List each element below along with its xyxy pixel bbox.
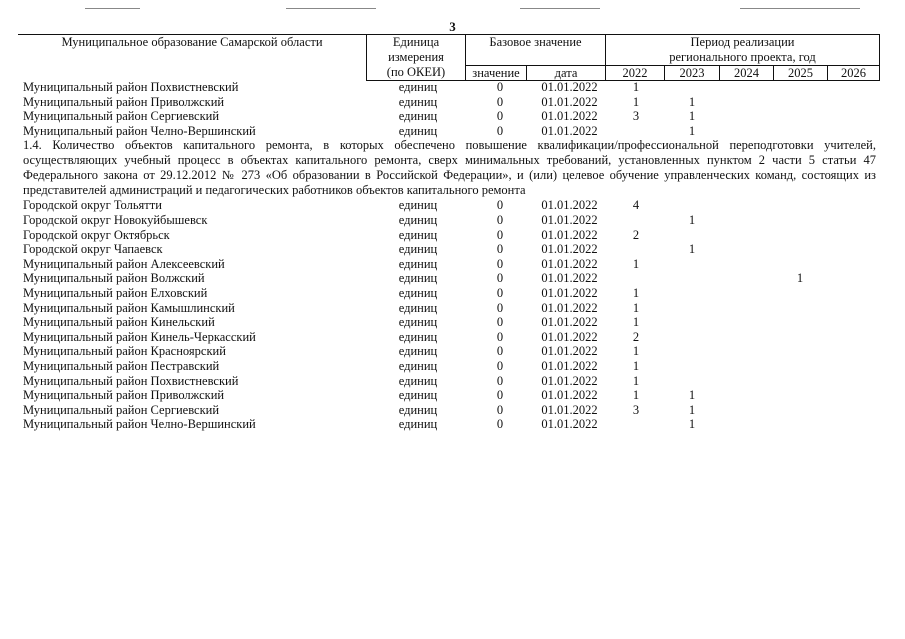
municipality-cell: Муниципальный район Сергиевский	[23, 109, 220, 124]
base-value-cell: 0	[496, 256, 504, 271]
base-date-cell: 01.01.2022	[541, 373, 598, 388]
header-year-2025: 2025	[788, 66, 813, 80]
table-row	[0, 359, 905, 374]
base-value-cell: 0	[496, 271, 504, 286]
table-row	[0, 403, 905, 418]
base-value-cell: 0	[496, 402, 504, 417]
header-unit-line3: (по ОКЕИ)	[386, 65, 446, 79]
municipality-cell: Муниципальный район Алексеевский	[23, 256, 225, 271]
header-base: Базовое значение	[489, 35, 582, 49]
table-row	[0, 374, 905, 389]
year-2023-cell: 1	[688, 417, 696, 432]
base-value-cell: 0	[496, 242, 504, 257]
unit-cell: единиц	[398, 388, 438, 403]
year-2022-cell: 1	[632, 285, 640, 300]
scan-artifact	[85, 8, 140, 9]
base-value-cell: 0	[496, 94, 504, 109]
municipality-cell: Муниципальный район Челно-Вершинский	[23, 123, 256, 138]
year-2023-cell: 1	[688, 242, 696, 257]
section-title: 1.4. Количество объектов капитального ремонта, в которых обеспечено повышение квалификации/профессиональной переподготовки учителей, осуществляющих учебный процесс в объектах капитального ремонта, сверх минимальных требований, установленных пунктом 2 части 5 статьи 47 Федерального закона от 29.12.2012 № 273 «Об образовании в Российской Федерации», и (или) целевое обучение управленческих команд, состоящих из представителей администраций и педагогических работников объектов капитального ремонта	[23, 138, 876, 198]
scan-artifact	[520, 8, 600, 9]
base-value-cell: 0	[496, 315, 504, 330]
base-date-cell: 01.01.2022	[541, 242, 598, 257]
header-unit-line1: Единица	[392, 35, 440, 49]
base-value-cell: 0	[496, 373, 504, 388]
page-number-text: 3	[449, 19, 456, 34]
table-row	[0, 301, 905, 316]
municipality-cell: Муниципальный район Елховский	[23, 285, 208, 300]
municipality-cell: Муниципальный район Камышлинский	[23, 300, 235, 315]
year-2022-cell: 1	[632, 256, 640, 271]
table-row	[0, 257, 905, 272]
section-b-rows	[0, 198, 905, 432]
base-date-cell: 01.01.2022	[541, 256, 598, 271]
base-date-cell: 01.01.2022	[541, 271, 598, 286]
unit-cell: единиц	[398, 227, 438, 242]
base-value-cell: 0	[496, 329, 504, 344]
municipality-cell: Муниципальный район Волжский	[23, 271, 205, 286]
year-2022-cell: 1	[632, 388, 640, 403]
base-date-cell: 01.01.2022	[541, 123, 598, 138]
base-value-cell: 0	[496, 417, 504, 432]
year-2022-cell: 1	[632, 94, 640, 109]
year-2022-cell: 3	[632, 109, 640, 124]
municipality-cell: Муниципальный район Пестравский	[23, 358, 220, 373]
unit-cell: единиц	[398, 242, 438, 257]
year-2022-cell: 3	[632, 402, 640, 417]
table-row	[0, 315, 905, 330]
table-row	[0, 271, 905, 286]
base-value-cell: 0	[496, 109, 504, 124]
municipality-cell: Городской округ Октябрьск	[23, 227, 170, 242]
table-row	[0, 95, 905, 110]
year-2022-cell: 1	[632, 300, 640, 315]
year-2022-cell: 1	[632, 358, 640, 373]
base-value-cell: 0	[496, 212, 504, 227]
table-row	[0, 330, 905, 345]
unit-cell: единиц	[398, 80, 438, 94]
table-row	[0, 198, 905, 213]
table-row	[0, 344, 905, 359]
table-header	[18, 34, 880, 82]
year-2023-cell: 1	[688, 109, 696, 124]
scan-artifact	[740, 8, 860, 9]
table-row	[0, 242, 905, 257]
base-date-cell: 01.01.2022	[541, 94, 598, 109]
municipality-cell: Муниципальный район Челно-Вершинский	[23, 417, 256, 432]
year-2023-cell: 1	[688, 212, 696, 227]
table-row	[0, 213, 905, 228]
header-year-2026: 2026	[841, 66, 866, 80]
base-date-cell: 01.01.2022	[541, 315, 598, 330]
year-2022-cell: 1	[632, 344, 640, 359]
base-date-cell: 01.01.2022	[541, 358, 598, 373]
unit-cell: единиц	[398, 271, 438, 286]
unit-cell: единиц	[398, 285, 438, 300]
unit-cell: единиц	[398, 344, 438, 359]
header-year-2024: 2024	[734, 66, 759, 80]
base-date-cell: 01.01.2022	[541, 300, 598, 315]
unit-cell: единиц	[398, 94, 438, 109]
base-date-cell: 01.01.2022	[541, 227, 598, 242]
base-date-cell: 01.01.2022	[541, 80, 598, 94]
scan-artifact	[286, 8, 376, 9]
base-value-cell: 0	[496, 198, 504, 213]
year-2023-cell: 1	[688, 402, 696, 417]
base-date-cell: 01.01.2022	[541, 109, 598, 124]
municipality-cell: Муниципальный район Похвистневский	[23, 80, 239, 94]
base-value-cell: 0	[496, 285, 504, 300]
municipality-cell: Муниципальный район Приволжский	[23, 388, 225, 403]
municipality-cell: Муниципальный район Красноярский	[23, 344, 226, 359]
base-value-cell: 0	[496, 344, 504, 359]
municipality-cell: Муниципальный район Приволжский	[23, 94, 225, 109]
base-value-cell: 0	[496, 300, 504, 315]
header-year-2023: 2023	[679, 66, 705, 80]
section-a-rows	[0, 80, 905, 138]
unit-cell: единиц	[398, 402, 438, 417]
table-row	[0, 228, 905, 243]
table-row	[0, 80, 905, 95]
header-year-2022: 2022	[622, 66, 648, 80]
header-period-line2: регионального проекта, год	[669, 50, 816, 64]
unit-cell: единиц	[398, 300, 438, 315]
base-value-cell: 0	[496, 388, 504, 403]
table-body	[0, 80, 905, 432]
table-row	[0, 124, 905, 139]
page-number	[0, 19, 905, 35]
unit-cell: единиц	[398, 315, 438, 330]
year-2025-cell: 1	[796, 271, 804, 286]
base-date-cell: 01.01.2022	[541, 344, 598, 359]
year-2022-cell: 1	[632, 315, 640, 330]
municipality-cell: Муниципальный район Сергиевский	[23, 402, 220, 417]
unit-cell: единиц	[398, 329, 438, 344]
header-divider	[879, 34, 880, 81]
unit-cell: единиц	[398, 123, 438, 138]
municipality-cell: Городской округ Чапаевск	[23, 242, 163, 257]
year-2022-cell: 2	[632, 329, 640, 344]
municipality-cell: Муниципальный район Кинель-Черкасский	[23, 329, 256, 344]
year-2022-cell: 1	[632, 80, 640, 94]
base-value-cell: 0	[496, 80, 504, 94]
base-date-cell: 01.01.2022	[541, 198, 598, 213]
base-value-cell: 0	[496, 227, 504, 242]
year-2022-cell: 4	[632, 198, 640, 213]
table-row	[0, 109, 905, 124]
year-2023-cell: 1	[688, 388, 696, 403]
year-2022-cell: 1	[632, 373, 640, 388]
table-row	[0, 388, 905, 403]
municipality-cell: Муниципальный район Похвистневский	[23, 373, 239, 388]
base-date-cell: 01.01.2022	[541, 329, 598, 344]
base-date-cell: 01.01.2022	[541, 417, 598, 432]
municipality-cell: Городской округ Тольятти	[23, 198, 162, 213]
unit-cell: единиц	[398, 417, 438, 432]
unit-cell: единиц	[398, 198, 438, 213]
header-base-value: значение	[472, 66, 520, 80]
year-2023-cell: 1	[688, 123, 696, 138]
unit-cell: единиц	[398, 256, 438, 271]
header-period-line1: Период реализации	[690, 35, 795, 49]
base-value-cell: 0	[496, 358, 504, 373]
table-row	[0, 417, 905, 432]
base-date-cell: 01.01.2022	[541, 285, 598, 300]
header-unit-line2: измерения	[388, 50, 444, 64]
table-row	[0, 286, 905, 301]
unit-cell: единиц	[398, 358, 438, 373]
municipality-cell: Городской округ Новокуйбышевск	[23, 212, 208, 227]
year-2022-cell: 2	[632, 227, 640, 242]
unit-cell: единиц	[398, 212, 438, 227]
unit-cell: единиц	[398, 373, 438, 388]
base-value-cell: 0	[496, 123, 504, 138]
unit-cell: единиц	[398, 109, 438, 124]
base-date-cell: 01.01.2022	[541, 402, 598, 417]
header-municipality: Муниципальное образование Самарской области	[61, 35, 323, 49]
year-2023-cell: 1	[688, 94, 696, 109]
municipality-cell: Муниципальный район Кинельский	[23, 315, 215, 330]
header-base-date: дата	[554, 66, 578, 80]
base-date-cell: 01.01.2022	[541, 388, 598, 403]
base-date-cell: 01.01.2022	[541, 212, 598, 227]
